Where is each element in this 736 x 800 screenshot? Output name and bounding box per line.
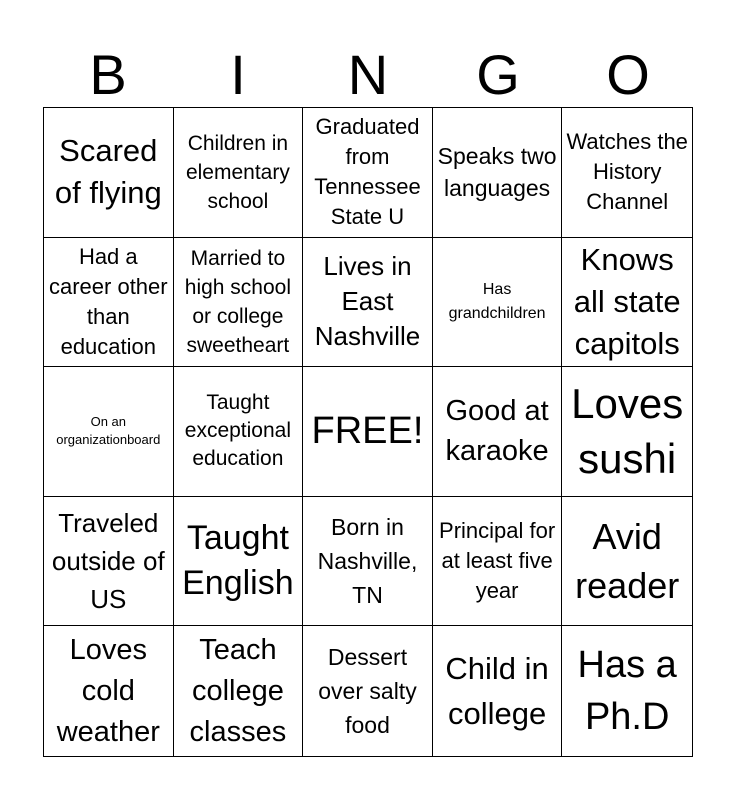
- cell-text: Born in Nashville, TN: [317, 514, 418, 609]
- cell-text: Dessert over salty food: [318, 644, 417, 739]
- cell-text: On an organizationboard: [56, 414, 161, 448]
- header-letter-b: B: [89, 43, 127, 106]
- bingo-cell[interactable]: [433, 108, 563, 238]
- bingo-cell[interactable]: [174, 108, 304, 238]
- cell-text: Avid reader: [575, 516, 680, 607]
- bingo-cell[interactable]: [303, 367, 433, 497]
- bingo-cell[interactable]: [44, 367, 174, 497]
- cell-text: Taught exceptional education: [184, 391, 292, 471]
- bingo-cell[interactable]: [303, 238, 433, 368]
- cell-text: Children in elementary school: [185, 131, 290, 213]
- bingo-cell[interactable]: [44, 497, 174, 627]
- cell-text: Knows all state capitols: [573, 241, 681, 361]
- cell-text: Loves cold weather: [56, 633, 160, 748]
- bingo-cell[interactable]: [562, 108, 692, 238]
- header-letter-i: I: [230, 43, 246, 106]
- bingo-cell[interactable]: [562, 497, 692, 627]
- bingo-cell[interactable]: [303, 626, 433, 756]
- cell-text: Taught English: [182, 519, 294, 603]
- cell-text: Married to high school or college sweetheart: [184, 246, 292, 357]
- bingo-cell[interactable]: [562, 626, 692, 756]
- header-letter-g: G: [476, 43, 520, 106]
- cell-text: Has a Ph.D: [577, 644, 677, 739]
- cell-text: Graduated from Tennessee State U: [314, 114, 421, 230]
- cell-text: Good at karaoke: [445, 395, 549, 468]
- cell-text: Scared of flying: [54, 133, 162, 211]
- bingo-cell[interactable]: [433, 238, 563, 368]
- bingo-cell[interactable]: [433, 626, 563, 756]
- bingo-cell[interactable]: [303, 108, 433, 238]
- cell-text: Watches the History Channel: [566, 129, 688, 215]
- header-letter-o: O: [606, 43, 650, 106]
- cell-text: Has grandchildren: [448, 280, 546, 322]
- bingo-cell[interactable]: [44, 626, 174, 756]
- bingo-header: [43, 42, 693, 108]
- bingo-cell[interactable]: [562, 238, 692, 368]
- bingo-cell[interactable]: [174, 367, 304, 497]
- bingo-cell[interactable]: [44, 238, 174, 368]
- cell-text: Teach college classes: [189, 633, 287, 748]
- cell-text: Had a career other than education: [48, 243, 168, 359]
- bingo-cell[interactable]: [303, 497, 433, 627]
- bingo-cell[interactable]: [174, 238, 304, 368]
- bingo-cell[interactable]: [44, 108, 174, 238]
- header-letter-n: N: [347, 43, 389, 106]
- bingo-cell[interactable]: [433, 367, 563, 497]
- bingo-cell[interactable]: [174, 497, 304, 627]
- bingo-cell[interactable]: [174, 626, 304, 756]
- cell-text: Traveled outside of US: [51, 508, 165, 615]
- cell-text: FREE!: [311, 410, 424, 453]
- bingo-cell[interactable]: [433, 497, 563, 627]
- cell-text: Speaks two languages: [437, 143, 557, 202]
- bingo-cell[interactable]: [562, 367, 692, 497]
- cell-text: Principal for at least five year: [439, 518, 556, 604]
- cell-text: Loves sushi: [571, 380, 684, 483]
- cell-text: Child in college: [445, 651, 549, 732]
- cell-text: Lives in East Nashville: [314, 251, 421, 352]
- bingo-grid: [43, 107, 693, 757]
